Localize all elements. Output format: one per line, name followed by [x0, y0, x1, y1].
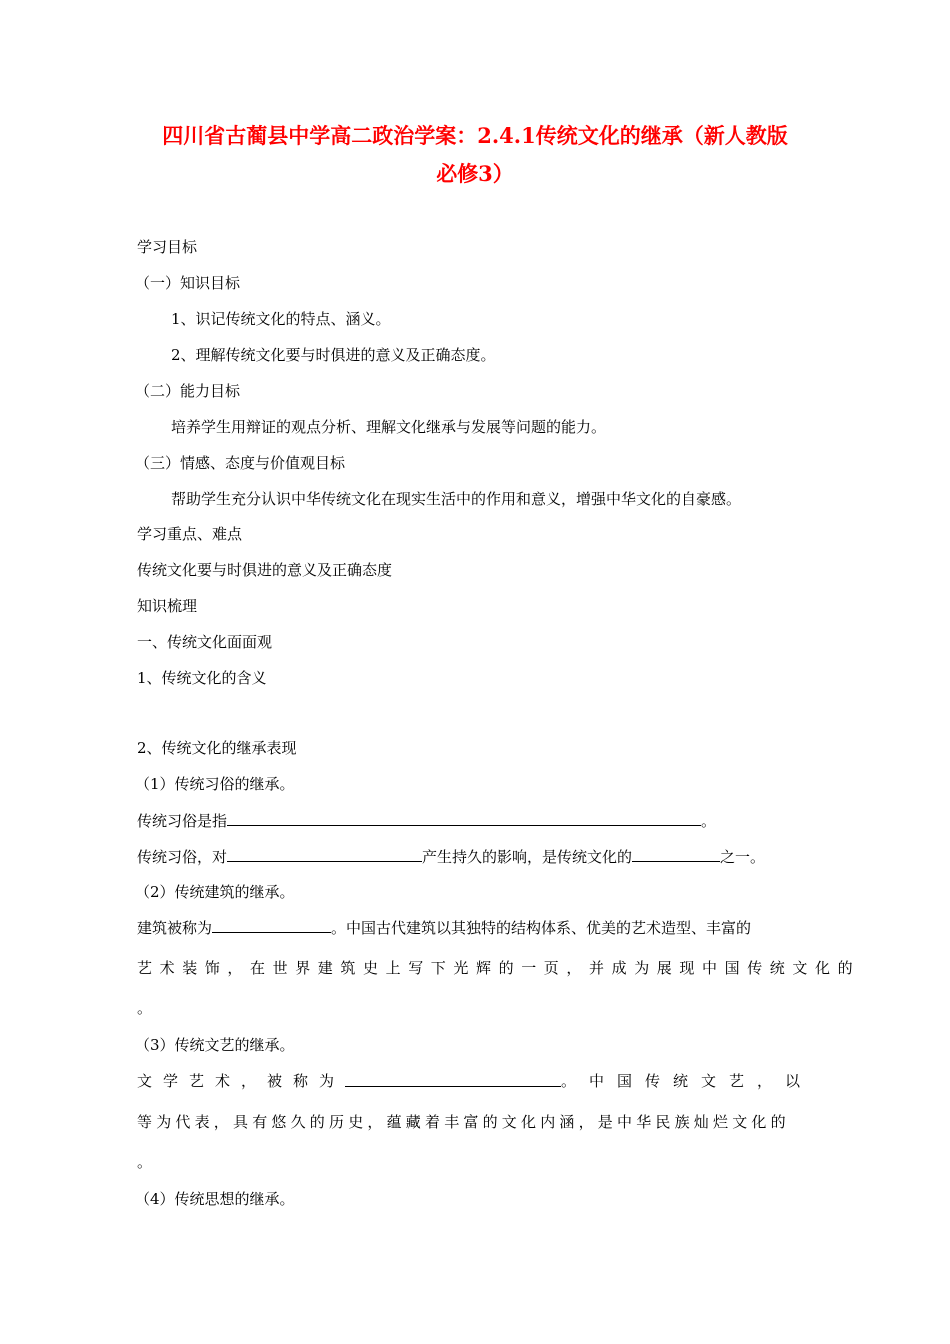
knowledge-objective-2: 2、理解传统文化要与时俱进的意义及正确态度。 [171, 346, 496, 364]
customs-definition-blank [227, 809, 701, 826]
thought-heading: （4）传统思想的继承。 [135, 1190, 295, 1208]
customs-influence-prefix: 传统习俗，对 [137, 848, 228, 866]
document-title-line2: 必修3） [436, 161, 514, 186]
literature-heading: （3）传统文艺的继承。 [135, 1036, 295, 1054]
key-points-heading: 学习重点、难点 [137, 525, 243, 543]
ability-objective-heading: （二）能力目标 [135, 382, 241, 400]
customs-influence [137, 845, 765, 868]
customs-definition-suffix: 。 [701, 812, 717, 830]
customs-definition-prefix: 传统习俗是指 [137, 812, 228, 830]
customs-influence-blank-1 [227, 845, 422, 862]
knowledge-objective-1: 1、识记传统文化的特点、涵义。 [171, 310, 391, 328]
knowledge-objective-heading: （一）知识目标 [135, 274, 241, 292]
architecture-line-1 [137, 916, 751, 939]
customs-influence-suffix: 之一。 [720, 848, 766, 866]
customs-heading: （1）传统习俗的继承。 [135, 775, 295, 793]
architecture-suffix: 。中国古代建筑以其独特的结构体系、优美的艺术造型、丰富的 [331, 919, 752, 937]
architecture-prefix: 建筑被称为 [137, 919, 213, 937]
literature-suffix: 。中国传统文艺，以 [560, 1072, 813, 1090]
literature-line-2: 等为代表，具有悠久的历史，蕴藏着丰富的文化内涵，是中华民族灿烂文化的 [137, 1113, 790, 1131]
customs-influence-middle: 产生持久的影响，是传统文化的 [422, 848, 633, 866]
item-1-heading: 1、传统文化的含义 [137, 669, 267, 687]
customs-influence-blank-2 [632, 845, 720, 862]
key-points-text: 传统文化要与时俱进的意义及正确态度 [137, 561, 393, 579]
literature-blank [345, 1070, 561, 1087]
architecture-line-2: 艺术装饰，在世界建筑史上写下光辉的一页，并成为展现中国传统文化的 [137, 959, 861, 977]
literature-prefix: 文学艺术，被称为 [137, 1072, 346, 1090]
section-1-heading: 一、传统文化面面观 [137, 633, 273, 651]
architecture-heading: （2）传统建筑的继承。 [135, 883, 295, 901]
ability-objective-text: 培养学生用辩证的观点分析、理解文化继承与发展等问题的能力。 [171, 418, 607, 436]
document-title-line1: 四川省古蔺县中学高二政治学案：2.4.1传统文化的继承（新人教版 [162, 123, 788, 148]
objectives-heading: 学习目标 [137, 238, 198, 256]
architecture-blank [212, 916, 331, 933]
literature-line-1 [137, 1070, 813, 1092]
emotion-objective-text: 帮助学生充分认识中华传统文化在现实生活中的作用和意义，增强中华文化的自豪感。 [171, 490, 742, 508]
emotion-objective-heading: （三）情感、态度与价值观目标 [135, 454, 346, 472]
architecture-line-3: 。 [137, 999, 153, 1017]
literature-line-3: 。 [137, 1153, 153, 1171]
customs-definition [137, 809, 716, 832]
item-2-heading: 2、传统文化的继承表现 [137, 739, 297, 757]
review-heading: 知识梳理 [137, 597, 198, 615]
